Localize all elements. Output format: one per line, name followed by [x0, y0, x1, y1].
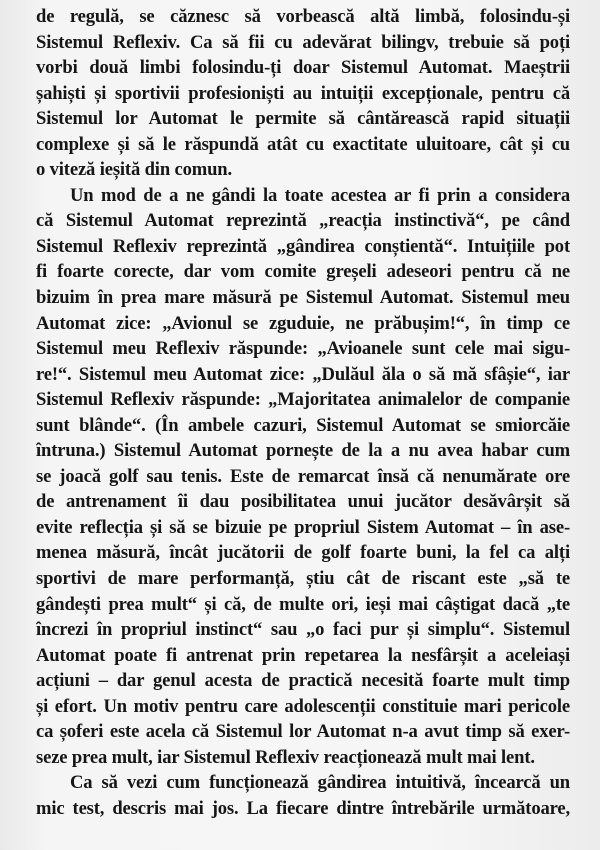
text-line: Sistemul meu Reflexiv răspunde: „Avioanele sunt cele mai sigu- — [36, 338, 570, 360]
text-line: menea măsură, încât jucătorii de golf foarte buni, la fel ca alți — [36, 542, 570, 564]
text-line: se joacă golf sau tenis. Este de remarcat însă că nenumărate ore — [36, 465, 570, 487]
text-line: Sistemul Reflexiv reprezintă „gândirea conștientă“. Intuițiile pot — [36, 235, 570, 257]
text-line: fi foarte corecte, dar vom comite greșeli adeseori pentru că ne — [36, 261, 570, 283]
body-text — [36, 4, 570, 822]
text-line: Sistemul lor Automat le permite să cântărească rapid situații — [36, 108, 570, 130]
text-line: acțiuni – dar genul acesta de practică necesită foarte mult timp — [36, 670, 570, 692]
text-line: șahiști și sportivii profesioniști au intuiții excepționale, pentru că — [36, 82, 570, 104]
text-line: Sistemul Reflexiv răspunde: „Majoritatea animalelor de companie — [36, 389, 570, 411]
text-line: re!“. Sistemul meu Automat zice: „Dulăul ăla o să mă sfâșie“, iar — [36, 363, 570, 385]
text-line: gândești prea mult“ și că, de multe ori, ieși mai câștigat dacă „te — [36, 593, 570, 615]
text-line: Automat poate fi antrenat prin repetarea la nesfârșit a aceleiași — [36, 644, 570, 666]
paragraph-start-line: Ca să vezi cum funcționează gândirea intuitivă, încearcă un — [70, 772, 570, 794]
text-line: complexe și să le răspundă atât cu exactitate uluitoare, cât și cu — [36, 133, 570, 155]
text-line: încrezi în propriul instinct“ sau „o faci pur și simplu“. Sistemul — [36, 619, 570, 641]
text-line: Sistemul Reflexiv. Ca să fii cu adevărat bilingv, trebuie să poți — [36, 31, 570, 53]
text-line: întruna.) Sistemul Automat pornește de la a nu avea habar cum — [36, 440, 570, 462]
text-line: sunt blânde“. (În ambele cazuri, Sistemul Automat se smiorcăie — [36, 414, 570, 436]
text-line: și efort. Un motiv pentru care adolescenții constituie mari pericole — [36, 695, 570, 717]
text-line: sportivi de mare performanță, știu cât de riscant este „să te — [36, 568, 570, 590]
text-line: de antrenament îi dau posibilitatea unui jucător desăvârșit să — [36, 491, 570, 513]
text-line: mic test, descris mai jos. La fiecare dintre întrebările următoare, — [36, 797, 570, 819]
text-line: ca șoferi este acela că Sistemul lor Automat n-a avut timp să exer- — [36, 721, 570, 743]
text-line: o viteză ieșită din comun. — [36, 159, 232, 181]
text-line: Automat zice: „Avionul se zguduie, ne prăbușim!“, în timp ce — [36, 312, 570, 334]
text-line: seze prea mult, iar Sistemul Reflexiv reacționează mult mai lent. — [36, 746, 535, 768]
text-line: vorbi două limbi folosindu-ți doar Sistemul Automat. Maeștrii — [36, 57, 570, 79]
text-line: evite reflecția și să se bizuie pe propriul Sistem Automat – în ase- — [36, 516, 570, 538]
paragraph-start-line: Un mod de a ne gândi la toate acestea ar fi prin a considera — [70, 184, 570, 206]
text-line: bizuim în prea mare măsură pe Sistemul Automat. Sistemul meu — [36, 287, 570, 309]
text-line: de regulă, se căznesc să vorbească altă limbă, folosindu-și — [36, 6, 570, 27]
text-line: că Sistemul Automat reprezintă „reacția instinctivă“, pe când — [36, 210, 570, 232]
